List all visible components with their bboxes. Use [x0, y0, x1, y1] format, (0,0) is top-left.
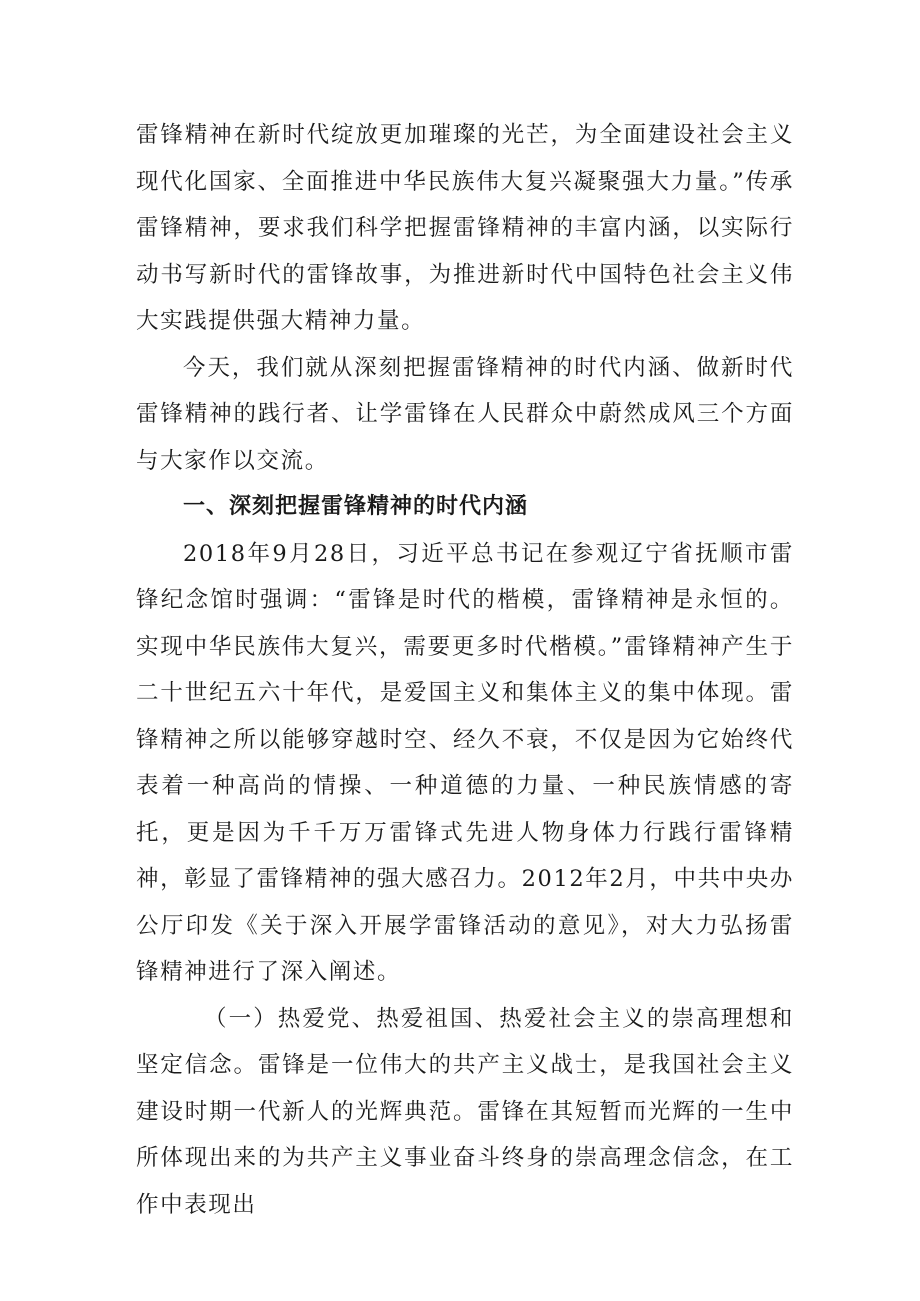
section-heading-1: 一、深刻把握雷锋精神的时代内涵: [183, 494, 529, 519]
body-paragraph-3: 2018年9月28日，习近平总书记在参观辽宁省抚顺市雷锋纪念馆时强调：“雷锋是时代的楷模，雷锋精神是永恒的。实现中华民族伟大复兴，需要更多时代楷模。”雷锋精神产生于二十世纪五六十年代，是爱国主义和集体主义的集中体现。雷锋精神之所以能够穿越时空、经久不衰，不仅是因为它始终代表着一种高尚的情操、一种道德的力量、一种民族情感的寄托，更是因为千千万万雷锋式先进人物身体力行践行雷锋精神，彰显了雷锋精神的强大感召力。2012年2月，中共中央办公厅印发《关于深入开展学雷锋活动的意见》，对大力弘扬雷锋精神进行了深入阐述。: [136, 540, 794, 985]
body-paragraph-1: 雷锋精神在新时代绽放更加璀璨的光芒，为全面建设社会主义现代化国家、全面推进中华民族伟大复兴凝聚强大力量。”传承雷锋精神，要求我们科学把握雷锋精神的丰富内涵，以实际行动书写新时代的雷锋故事，为推进新时代中国特色社会主义伟大实践提供强大精神力量。: [136, 122, 794, 334]
body-paragraph-2: 今天，我们就从深刻把握雷锋精神的时代内涵、做新时代雷锋精神的践行者、让学雷锋在人民群众中蔚然成风三个方面与大家作以交流。: [136, 354, 794, 474]
document-page: [136, 112, 794, 1228]
body-paragraph-4: （一）热爱党、热爱祖国、热爱社会主义的崇高理想和坚定信念。雷锋是一位伟大的共产主义战士，是我国社会主义建设时期一代新人的光辉典范。雷锋在其短暂而光辉的一生中所体现出来的为共产主义事业奋斗终身的崇高理念信念，在工作中表现出: [136, 1005, 794, 1218]
